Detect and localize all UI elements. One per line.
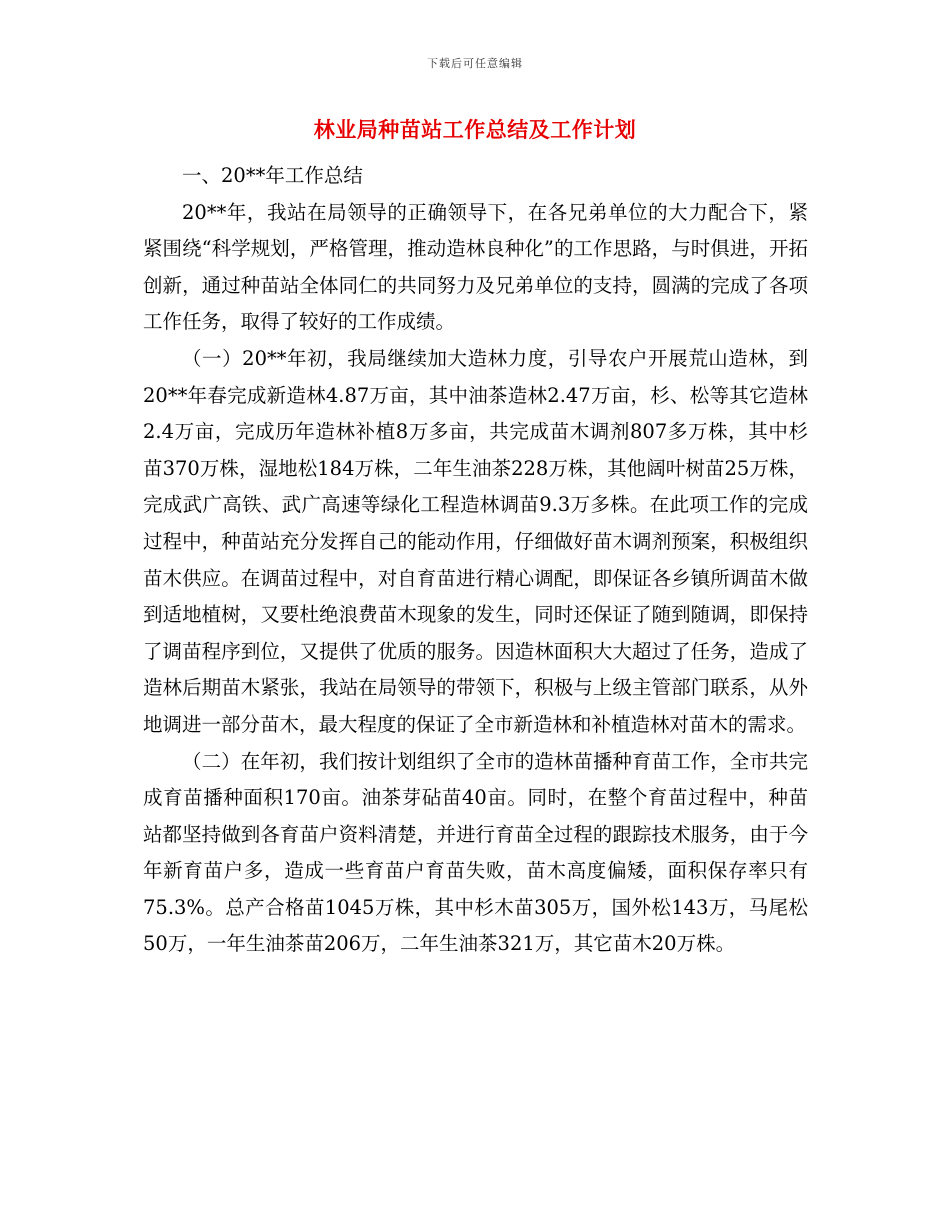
paragraph-part-one: （一）20**年初，我局继续加大造林力度，引导农户开展荒山造林，到20**年春完成新造林4.87万亩，其中油茶造林2.47万亩，杉、松等其它造林2.4万亩，完成历年造林补植8万多亩，共完成苗木调剂807多万株，其中杉苗370万株，湿地松184万株，二年生油茶228万株，其他阔叶树苗25万株，完成武广高铁、武广高速等绿化工程造林调苗9.3万多株。在此项工作的完成过程中，种苗站充分发挥自己的能动作用，仔细做好苗木调剂预案，积极组织苗木供应。在调苗过程中，对自育苗进行精心调配，即保证各乡镇所调苗木做到适地植树，又要杜绝浪费苗木现象的发生，同时还保证了随到随调，即保持了调苗程序到位，又提供了优质的服务。因造林面积大大超过了任务，造成了造林后期苗木紧张，我站在局领导的带领下，积极与上级主管部门联系，从外地调进一部分苗木，最大程度的保证了全市新造林和补植造林对苗木的需求。 [143,346,808,736]
document-title: 林业局种苗站工作总结及工作计划 [313,118,637,142]
document-body [143,158,808,963]
paragraph-part-two: （二）在年初，我们按计划组织了全市的造林苗播种育苗工作，全市共完成育苗播种面积170亩。油茶芽砧苗40亩。同时，在整个育苗过程中，种苗站都坚持做到各育苗户资料清楚，并进行育苗全过程的跟踪技术服务，由于今年新育苗户多，造成一些育苗户育苗失败，苗木高度偏矮，面积保存率只有75.3%。总产合格苗1045万株，其中杉木苗305万，国外松143万，马尾松50万，一年生油茶苗206万，二年生油茶321万，其它苗木20万株。 [143,749,808,956]
section-heading: 一、20**年工作总结 [182,164,363,187]
paragraph-intro: 20**年，我站在局领导的正确领导下，在各兄弟单位的大力配合下，紧紧围绕“科学规划，严格管理，推动造林良种化”的工作思路，与时俱进，开拓创新，通过种苗站全体同仁的共同努力及兄弟单位的支持，圆满的完成了各项工作任务，取得了较好的工作成绩。 [143,200,808,334]
header-note: 下载后可任意编辑 [427,57,523,70]
